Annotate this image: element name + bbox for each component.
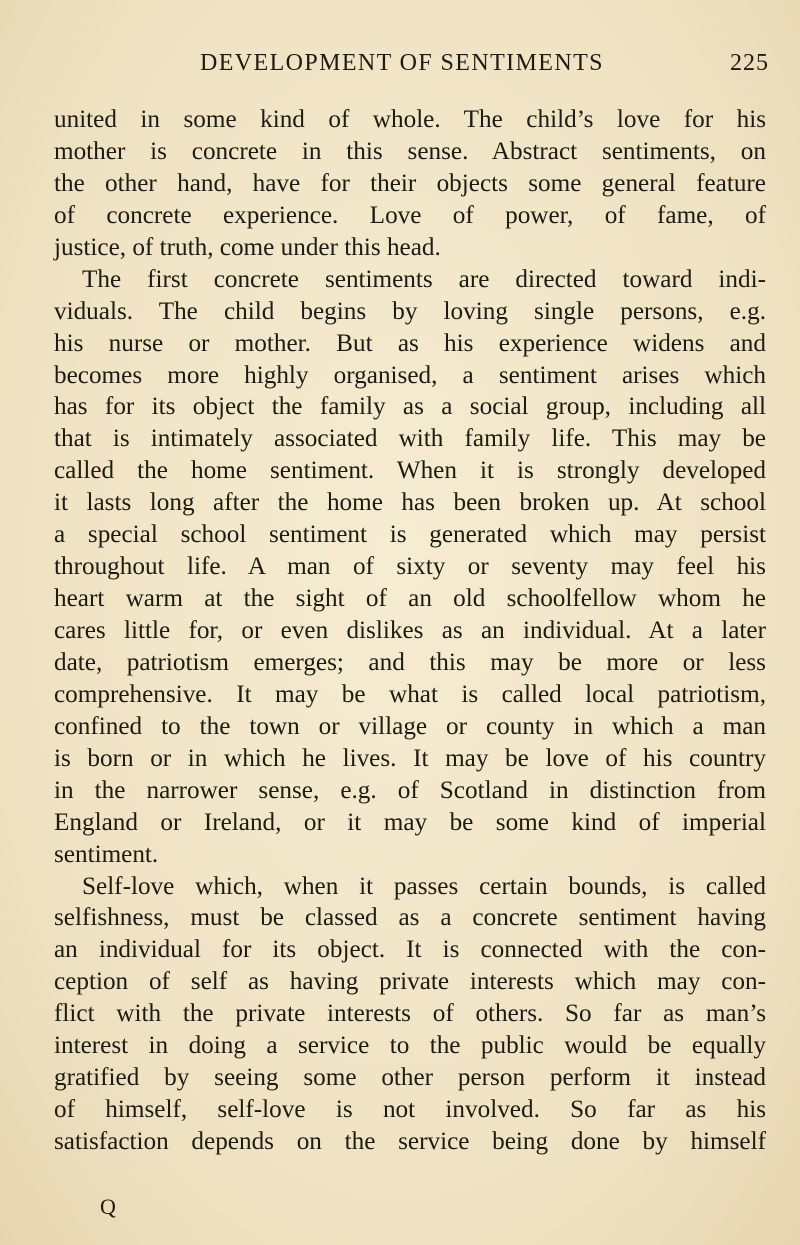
- signature-mark: Q: [100, 1194, 116, 1219]
- text-line: sentiment.: [54, 840, 159, 868]
- text-line: flict with the private interests of others. So far as man’s: [54, 1000, 766, 1028]
- text-line: heart warm at the sight of an old schoolfellow whom he: [54, 585, 766, 613]
- text-line: satisfaction depends on the service being done by himself: [54, 1128, 766, 1155]
- text-line: the other hand, have for their objects some general feature: [54, 169, 766, 197]
- text-line: is born or in which he lives. It may be love of his country: [54, 744, 766, 772]
- text-line: ception of self as having private interests which may con-: [54, 968, 766, 996]
- text-line: called the home sentiment. When it is strongly developed: [54, 457, 766, 485]
- running-head: DEVELOPMENT OF SENTIMENTS: [200, 50, 604, 76]
- text-line: becomes more highly organised, a sentiment arises which: [54, 361, 766, 389]
- text-line: confined to the town or village or county in which a man: [54, 712, 766, 740]
- page-number: 225: [730, 50, 769, 76]
- text-line: comprehensive. It may be what is called local patriotism,: [54, 680, 766, 708]
- text-line: of himself, self-love is not involved. So far as his: [54, 1096, 766, 1124]
- text-line: an individual for its object. It is connected with the con-: [54, 936, 766, 964]
- text-line: England or Ireland, or it may be some kind of imperial: [54, 808, 766, 836]
- text-line: selfishness, must be classed as a concrete sentiment having: [54, 904, 766, 932]
- text-line: The first concrete sentiments are directed toward indi-: [82, 265, 766, 293]
- text-line: a special school sentiment is generated which may persist: [54, 521, 766, 549]
- text-line: mother is concrete in this sense. Abstract sentiments, on: [54, 137, 766, 165]
- text-line: his nurse or mother. But as his experience widens and: [54, 329, 766, 357]
- text-line: cares little for, or even dislikes as an individual. At a later: [54, 617, 766, 644]
- text-line: gratified by seeing some other person perform it instead: [54, 1064, 766, 1092]
- text-line: in the narrower sense, e.g. of Scotland in distinction from: [54, 776, 766, 804]
- text-line: of concrete experience. Love of power, of fame, of: [54, 201, 766, 229]
- text-line: interest in doing a service to the public would be equally: [54, 1032, 766, 1060]
- text-line: that is intimately associated with family life. This may be: [54, 425, 766, 453]
- text-line: it lasts long after the home has been broken up. At school: [54, 489, 766, 517]
- text-line: date, patriotism emerges; and this may be more or less: [54, 648, 766, 676]
- text-line: throughout life. A man of sixty or seventy may feel his: [54, 553, 766, 581]
- body-text: [54, 104, 766, 1158]
- text-line: Self-love which, when it passes certain bounds, is called: [82, 872, 766, 900]
- text-line: viduals. The child begins by loving single persons, e.g.: [54, 297, 766, 325]
- text-line: has for its object the family as a social group, including all: [54, 393, 766, 421]
- text-line: united in some kind of whole. The child’s love for his: [54, 106, 766, 133]
- text-line: justice, of truth, come under this head.: [54, 233, 441, 261]
